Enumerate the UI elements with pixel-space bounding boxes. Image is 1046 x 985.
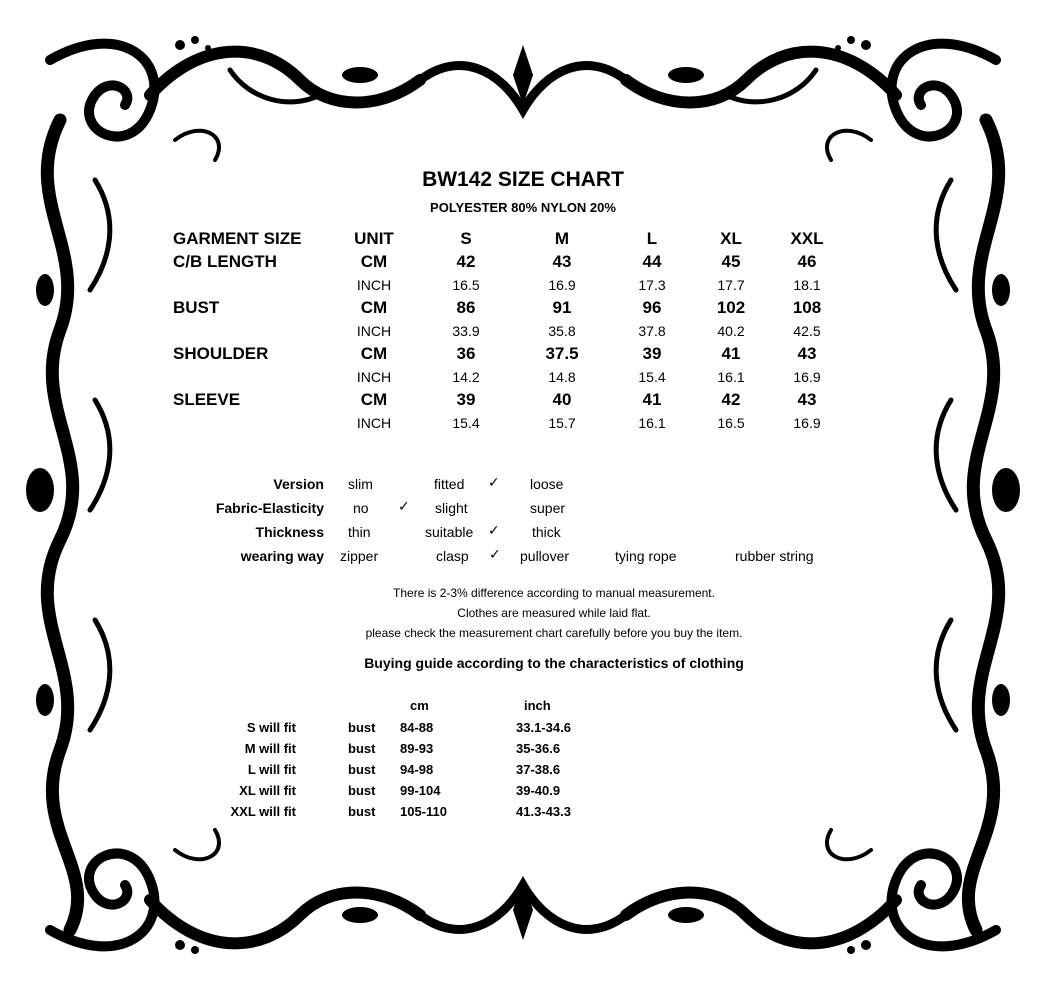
guide-row-part: bust xyxy=(348,720,376,735)
attr-option: super xyxy=(530,500,566,516)
attr-label-version: Version xyxy=(273,476,324,492)
guide-row-label: XL will fit xyxy=(239,783,296,798)
header-size-m: M xyxy=(554,229,570,248)
unit-cm: CM xyxy=(360,298,388,317)
cm-value: 45 xyxy=(721,252,741,271)
inch-value: 16.5 xyxy=(452,277,480,293)
attr-option: tying rope xyxy=(615,548,677,564)
row-label-cb-length: C/B LENGTH xyxy=(173,252,277,271)
guide-row-inch: 35-36.6 xyxy=(516,741,561,756)
unit-inch: INCH xyxy=(356,415,392,431)
guide-row-part: bust xyxy=(348,804,376,819)
unit-inch: INCH xyxy=(356,323,392,339)
header-unit: UNIT xyxy=(354,229,394,248)
header-size-xxl: XXL xyxy=(790,229,824,248)
inch-value: 42.5 xyxy=(793,323,821,339)
attr-label-thickness: Thickness xyxy=(255,524,324,540)
attr-option: rubber string xyxy=(735,548,814,564)
inch-value: 16.1 xyxy=(717,369,745,385)
inch-value: 15.7 xyxy=(548,415,576,431)
cm-value: 41 xyxy=(721,344,741,363)
guide-row-inch: 37-38.6 xyxy=(516,762,561,777)
cm-value: 39 xyxy=(642,344,662,363)
attr-option: pullover xyxy=(520,548,570,564)
check-mark-icon: ✓ xyxy=(489,546,501,562)
cm-value: 43 xyxy=(797,344,817,363)
inch-value: 15.4 xyxy=(638,369,666,385)
guide-row-inch: 33.1-34.6 xyxy=(516,720,571,735)
cm-value: 96 xyxy=(642,298,662,317)
inch-value: 33.9 xyxy=(452,323,480,339)
material-subtitle: POLYESTER 80% NYLON 20% xyxy=(430,200,616,215)
cm-value: 42 xyxy=(456,252,476,271)
cm-value: 36 xyxy=(456,344,476,363)
note-line: Clothes are measured while laid flat. xyxy=(457,606,651,620)
buying-guide-title: Buying guide according to the characteristics of clothing xyxy=(364,655,744,671)
guide-row-cm: 89-93 xyxy=(400,741,434,756)
attr-option: thick xyxy=(532,524,561,540)
cm-value: 39 xyxy=(456,390,476,409)
cm-value: 44 xyxy=(642,252,662,271)
guide-row-inch: 39-40.9 xyxy=(516,783,561,798)
header-size-s: S xyxy=(460,229,472,248)
inch-value: 14.8 xyxy=(548,369,576,385)
guide-row-part: bust xyxy=(348,783,376,798)
inch-value: 15.4 xyxy=(452,415,480,431)
inch-value: 16.9 xyxy=(793,415,821,431)
guide-row-inch: 41.3-43.3 xyxy=(516,804,571,819)
note-line: please check the measurement chart carefully before you buy the item. xyxy=(365,626,743,640)
cm-value: 41 xyxy=(642,390,662,409)
guide-row-label: S will fit xyxy=(246,720,296,735)
unit-cm: CM xyxy=(360,390,388,409)
attr-option: slight xyxy=(435,500,468,516)
attr-option: loose xyxy=(530,476,564,492)
cm-value: 91 xyxy=(552,298,572,317)
check-mark-icon: ✓ xyxy=(488,522,500,538)
page-title: BW142 SIZE CHART xyxy=(422,168,624,191)
attr-option: clasp xyxy=(436,548,469,564)
attr-option: suitable xyxy=(425,524,474,540)
unit-cm: CM xyxy=(360,252,388,271)
inch-value: 17.7 xyxy=(717,277,745,293)
inch-value: 35.8 xyxy=(548,323,576,339)
cm-value: 43 xyxy=(797,390,817,409)
inch-value: 18.1 xyxy=(793,277,821,293)
cm-value: 108 xyxy=(792,298,822,317)
attr-option: slim xyxy=(348,476,373,492)
inch-value: 37.8 xyxy=(638,323,666,339)
unit-cm: CM xyxy=(360,344,388,363)
attr-option: no xyxy=(353,500,369,516)
check-mark-icon: ✓ xyxy=(488,474,500,490)
cm-value: 102 xyxy=(716,298,746,317)
guide-header-cm: cm xyxy=(410,698,429,713)
guide-row-label: L will fit xyxy=(247,762,296,777)
unit-inch: INCH xyxy=(356,369,392,385)
cm-value: 42 xyxy=(721,390,741,409)
guide-row-cm: 94-98 xyxy=(400,762,434,777)
guide-row-part: bust xyxy=(348,741,376,756)
inch-value: 14.2 xyxy=(452,369,480,385)
cm-value: 40 xyxy=(552,390,572,409)
attr-option: thin xyxy=(348,524,371,540)
inch-value: 40.2 xyxy=(717,323,745,339)
guide-row-part: bust xyxy=(348,762,376,777)
guide-header-inch: inch xyxy=(524,698,551,713)
header-size-xl: XL xyxy=(720,229,742,248)
inch-value: 16.9 xyxy=(793,369,821,385)
guide-row-label: M will fit xyxy=(244,741,296,756)
inch-value: 16.5 xyxy=(717,415,745,431)
row-label-shoulder: SHOULDER xyxy=(173,344,269,363)
attr-label-wearing-way: wearing way xyxy=(240,548,324,564)
header-size-l: L xyxy=(646,229,658,248)
inch-value: 17.3 xyxy=(638,277,666,293)
check-mark-icon: ✓ xyxy=(398,498,410,514)
guide-row-cm: 99-104 xyxy=(400,783,441,798)
attr-option: zipper xyxy=(340,548,379,564)
cm-value: 86 xyxy=(456,298,476,317)
unit-inch: INCH xyxy=(356,277,392,293)
row-label-sleeve: SLEEVE xyxy=(173,390,241,409)
guide-row-label: XXL will fit xyxy=(230,804,296,819)
cm-value: 43 xyxy=(552,252,572,271)
cm-value: 46 xyxy=(797,252,817,271)
attr-label-fabric-elasticity: Fabric-Elasticity xyxy=(215,500,324,516)
cm-value: 37.5 xyxy=(545,344,579,363)
inch-value: 16.9 xyxy=(548,277,576,293)
row-label-bust: BUST xyxy=(173,298,220,317)
guide-row-cm: 105-110 xyxy=(400,804,447,819)
guide-row-cm: 84-88 xyxy=(400,720,434,735)
attr-option: fitted xyxy=(434,476,465,492)
inch-value: 16.1 xyxy=(638,415,666,431)
header-garment-size: GARMENT SIZE xyxy=(173,229,302,248)
note-line: There is 2-3% difference according to manual measurement. xyxy=(393,586,715,600)
